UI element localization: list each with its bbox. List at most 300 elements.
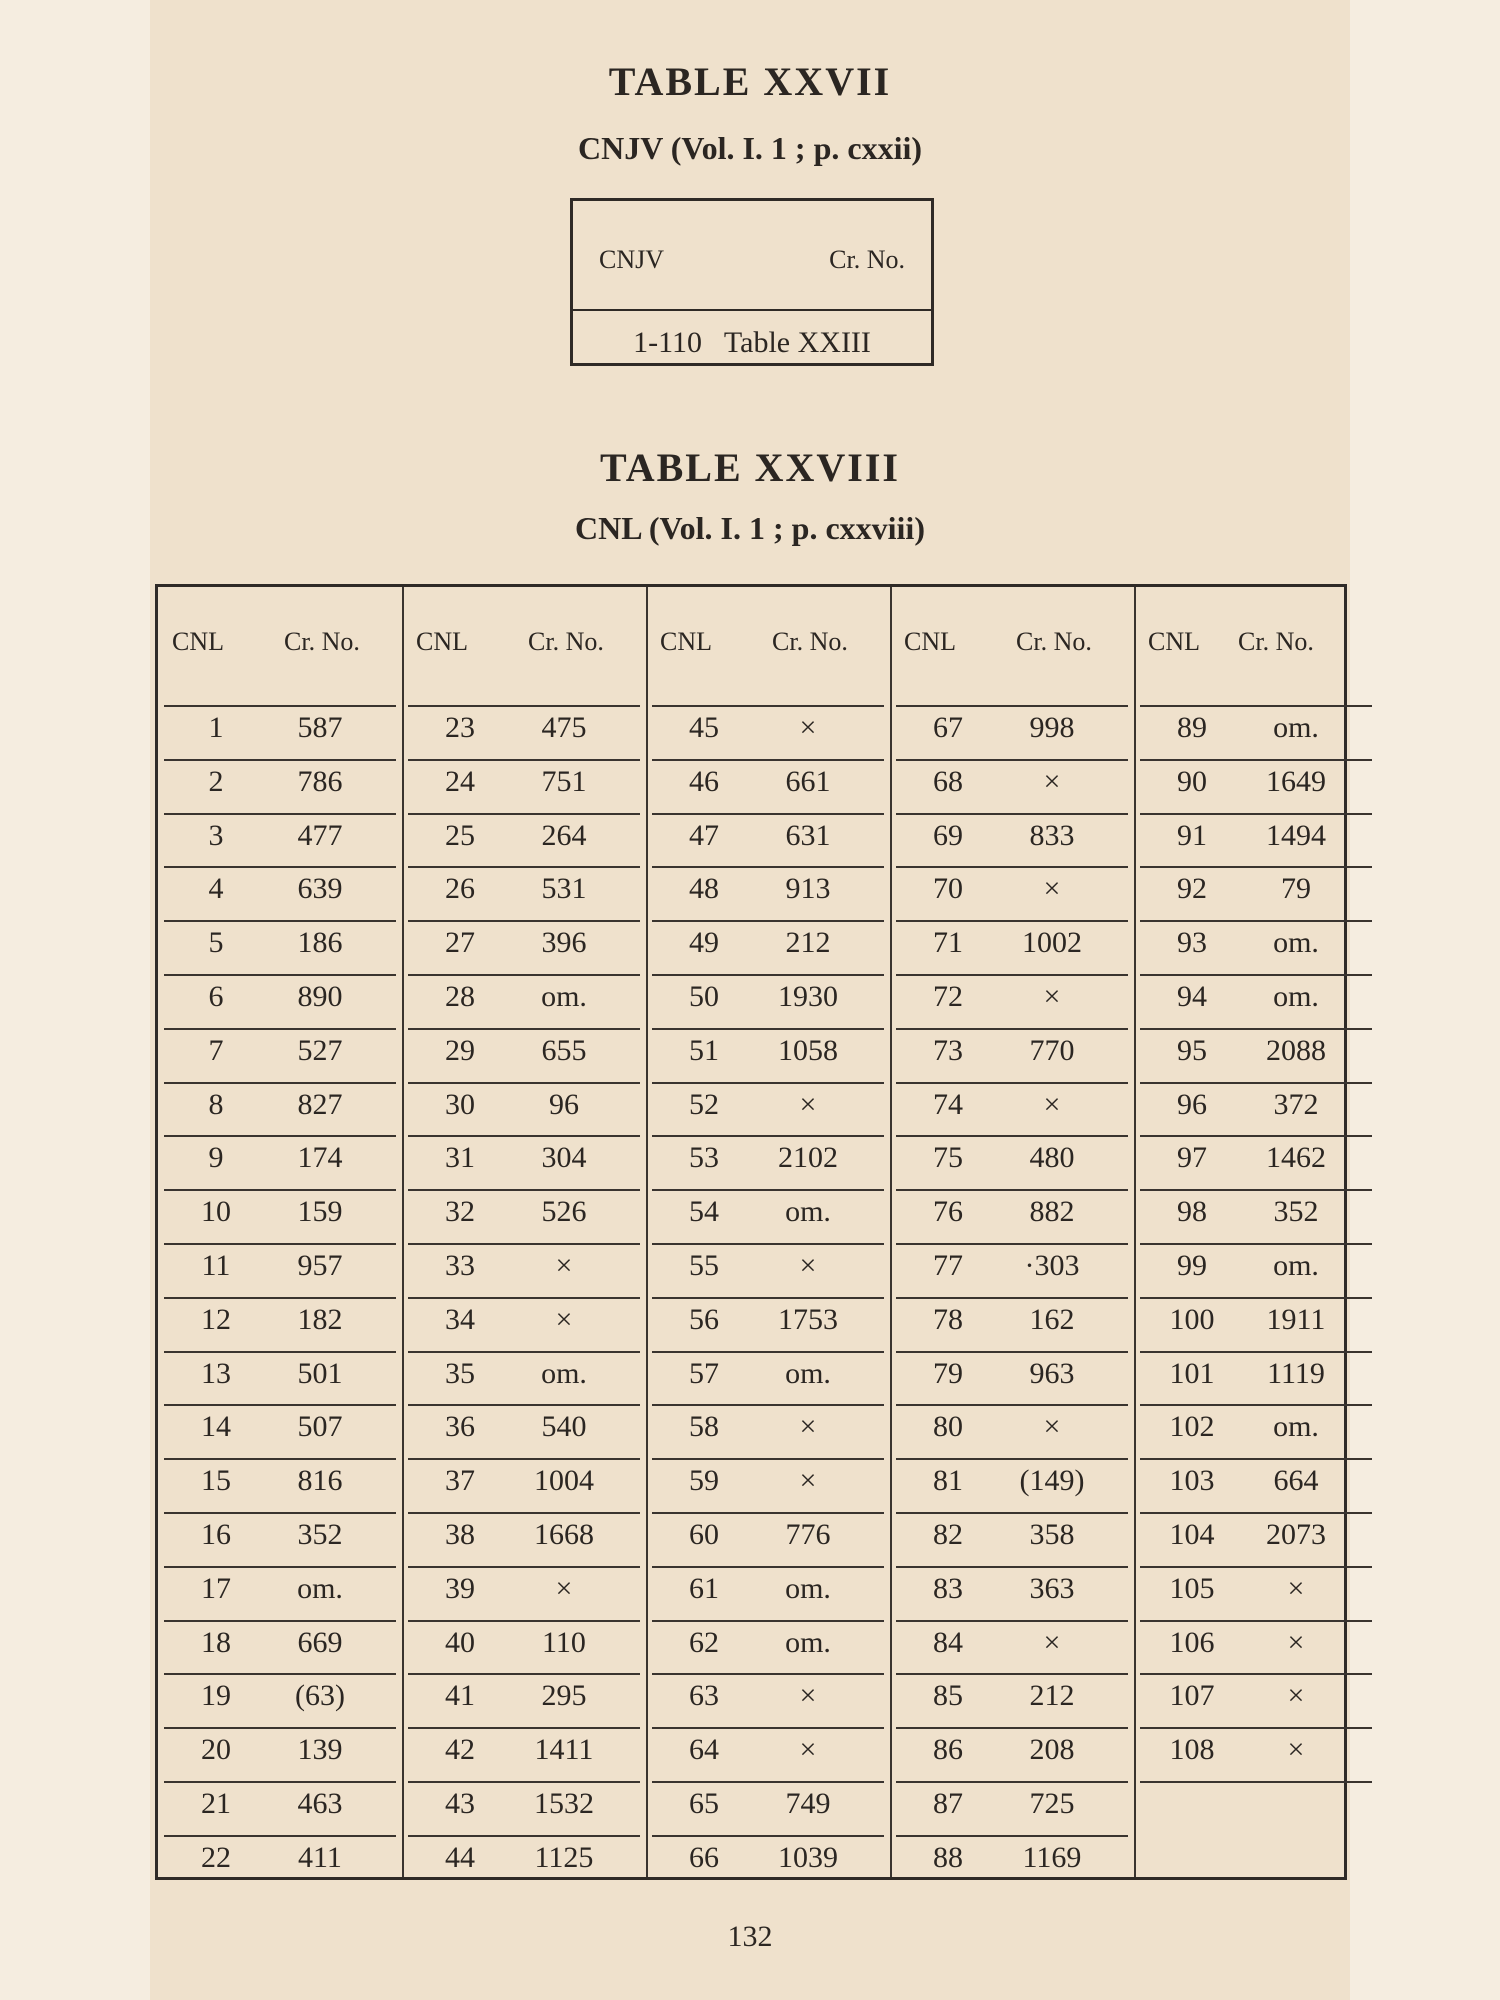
cell-cnl: 12 [201, 1302, 231, 1336]
cell-cnl: 108 [1169, 1733, 1215, 1767]
row-rule [1140, 1082, 1372, 1084]
row-rule [896, 1028, 1128, 1030]
row-rule [164, 974, 396, 976]
row-rule [896, 920, 1128, 922]
cell-cr-no: 655 [541, 1033, 587, 1067]
row-rule [408, 1189, 640, 1191]
cell-cnl: 76 [933, 1195, 963, 1229]
cell-cnl: 1 [208, 711, 224, 744]
row-rule [652, 1512, 884, 1514]
cell-cnl: 28 [445, 980, 475, 1013]
cell-cnl: 87 [933, 1787, 963, 1820]
cell-cnl: 43 [445, 1787, 475, 1820]
row-rule [896, 974, 1128, 976]
cell-cnl: 86 [933, 1733, 963, 1767]
cell-cr-no: × [1043, 1410, 1061, 1444]
row-rule [164, 1297, 396, 1299]
cell-cr-no: 480 [1029, 1141, 1075, 1175]
column-header-cnl: CNL [660, 627, 712, 656]
cell-cr-no: × [1287, 1679, 1305, 1713]
cell-cr-no: × [555, 1571, 573, 1605]
cell-cr-no: × [1043, 1087, 1061, 1121]
row-rule [1140, 759, 1372, 761]
row-rule [164, 1781, 396, 1783]
cell-cnl: 29 [445, 1033, 475, 1067]
row-rule [408, 1566, 640, 1568]
cell-cr-no: ·303 [1024, 1249, 1080, 1282]
row-rule [1140, 1673, 1372, 1675]
row-rule [652, 1727, 884, 1729]
cell-cr-no: 110 [542, 1625, 586, 1659]
cell-cr-no: × [555, 1249, 573, 1282]
row-rule [896, 1351, 1128, 1353]
cell-cr-no: 352 [1273, 1195, 1319, 1229]
cell-cr-no: 358 [1029, 1518, 1075, 1551]
row-rule [1140, 974, 1372, 976]
table-27-box [570, 198, 934, 366]
cell-cnl: 20 [201, 1733, 231, 1767]
cell-cr-no: 396 [541, 926, 587, 960]
cell-cnl: 61 [689, 1571, 719, 1605]
row-rule [1140, 1620, 1372, 1622]
cell-cnl: 40 [445, 1625, 475, 1659]
cell-cnl: 47 [689, 818, 719, 852]
cell-cnl: 34 [445, 1302, 475, 1336]
cell-cnl: 94 [1177, 980, 1207, 1013]
cell-cr-no: 2102 [778, 1141, 838, 1175]
cell-cr-no: 1411 [534, 1733, 594, 1767]
row-rule [408, 1673, 640, 1675]
cell-cnl: 15 [201, 1464, 231, 1498]
cell-cr-no: 587 [297, 711, 343, 744]
cell-cnl: 72 [933, 980, 963, 1013]
cell-cnl: 68 [933, 764, 963, 798]
cell-cr-no: × [1287, 1571, 1305, 1605]
cell-cnl: 91 [1177, 818, 1207, 852]
cell-cr-no: 182 [297, 1302, 343, 1336]
row-rule [652, 1458, 884, 1460]
cell-cnl: 22 [201, 1840, 231, 1874]
row-rule [896, 1404, 1128, 1406]
cell-cr-no: × [799, 1733, 817, 1767]
cell-cr-no: × [799, 1087, 817, 1121]
cell-cr-no: 526 [541, 1195, 587, 1229]
cell-cnl: 5 [208, 926, 224, 960]
cell-cr-no: 1494 [1266, 818, 1326, 852]
cell-cr-no: 882 [1029, 1195, 1075, 1229]
cell-cr-no: 1668 [534, 1518, 594, 1551]
cell-cr-no: om. [1273, 1249, 1319, 1282]
cell-cr-no: om. [1273, 926, 1319, 960]
row-rule [652, 974, 884, 976]
column-separator [1134, 587, 1136, 1877]
cell-cnl: 24 [445, 764, 475, 798]
cell-cr-no: 264 [541, 818, 587, 852]
cell-cnl: 70 [933, 872, 963, 906]
row-rule [164, 1458, 396, 1460]
cell-cnl: 8 [208, 1087, 224, 1121]
column-header-cr-no: Cr. No. [1016, 627, 1092, 656]
row-rule [1140, 1243, 1372, 1245]
cell-cr-no: (149) [1019, 1464, 1085, 1498]
row-rule [164, 1566, 396, 1568]
row-rule [164, 1835, 396, 1837]
cell-cnl: 7 [208, 1033, 224, 1067]
cell-cnl: 36 [445, 1410, 475, 1444]
cell-cr-no: om. [541, 980, 587, 1013]
row-rule [652, 1135, 884, 1137]
cell-cnl: 85 [933, 1679, 963, 1713]
cell-cr-no: 475 [541, 711, 587, 744]
cell-cr-no: × [1043, 764, 1061, 798]
cell-cnl: 57 [689, 1356, 719, 1390]
column-header-cnl: CNL [172, 627, 224, 656]
row-rule [408, 866, 640, 868]
cell-cr-no: om. [541, 1356, 587, 1390]
row-rule [652, 1243, 884, 1245]
cell-cnl: 104 [1169, 1518, 1215, 1551]
cell-cnl: 2 [208, 764, 224, 798]
cell-cr-no: 639 [297, 872, 343, 906]
cell-cnl: 75 [933, 1141, 963, 1175]
row-rule [652, 813, 884, 815]
cell-cr-no: × [1287, 1625, 1305, 1659]
row-rule [1140, 1297, 1372, 1299]
cell-cr-no: 669 [297, 1625, 343, 1659]
row-rule [652, 1781, 884, 1783]
row-rule [408, 1781, 640, 1783]
cell-cnl: 41 [445, 1679, 475, 1713]
cell-cr-no: 957 [297, 1249, 343, 1282]
cell-cr-no: 1462 [1266, 1141, 1326, 1175]
cell-cnl: 33 [445, 1249, 475, 1282]
cell-cr-no: 212 [785, 926, 831, 960]
cell-cnl: 101 [1169, 1356, 1215, 1390]
row-rule [1140, 866, 1372, 868]
cell-cr-no: om. [1273, 711, 1319, 744]
cell-cr-no: 531 [541, 872, 587, 906]
row-rule [1140, 1458, 1372, 1460]
cell-cr-no: 527 [297, 1033, 343, 1067]
row-rule [896, 1458, 1128, 1460]
cell-cnl: 66 [689, 1840, 719, 1874]
cell-cnl: 56 [689, 1302, 719, 1336]
table-28-grid [155, 584, 1347, 1880]
cell-cnl: 102 [1169, 1410, 1215, 1444]
column-header-cnl: CNL [1148, 627, 1200, 656]
row-rule [1140, 813, 1372, 815]
cell-cnl: 98 [1177, 1195, 1207, 1229]
cell-cnl: 59 [689, 1464, 719, 1498]
cell-cnl: 14 [201, 1410, 231, 1444]
row-rule [164, 1082, 396, 1084]
cell-cnl: 25 [445, 818, 475, 852]
row-rule [652, 1297, 884, 1299]
cell-cr-no: × [799, 1464, 817, 1498]
cell-cnl: 13 [201, 1356, 231, 1390]
cell-cnl: 71 [933, 926, 963, 960]
cell-cnl: 9 [208, 1141, 224, 1175]
book-page [150, 0, 1350, 2000]
cell-cr-no: 96 [549, 1087, 579, 1121]
row-rule [408, 1351, 640, 1353]
cell-cr-no: om. [785, 1625, 831, 1659]
cell-cnl: 84 [933, 1625, 963, 1659]
row-rule [408, 1458, 640, 1460]
row-rule [164, 1243, 396, 1245]
cell-cr-no: 786 [297, 764, 343, 798]
cell-cr-no: 501 [297, 1356, 343, 1390]
cell-cr-no: × [799, 1679, 817, 1713]
cell-cr-no: 295 [541, 1679, 587, 1713]
cell-cnl: 105 [1169, 1571, 1215, 1605]
cell-cnl: 23 [445, 711, 475, 744]
cell-cnl: 62 [689, 1625, 719, 1659]
cell-cnl: 32 [445, 1195, 475, 1229]
row-rule [164, 1189, 396, 1191]
column-header-cr-no: Cr. No. [1238, 627, 1314, 656]
row-rule [1140, 1351, 1372, 1353]
row-rule [652, 866, 884, 868]
cell-cnl: 81 [933, 1464, 963, 1498]
table-28-title: TABLE XXVIII [600, 445, 900, 490]
cell-cr-no: om. [1273, 1410, 1319, 1444]
cell-cr-no: 770 [1029, 1033, 1075, 1067]
cell-cr-no: 751 [541, 764, 587, 798]
cell-cr-no: 1002 [1022, 926, 1082, 960]
cell-cnl: 39 [445, 1571, 475, 1605]
row-rule [1140, 1566, 1372, 1568]
cell-cnl: 30 [445, 1087, 475, 1121]
cell-cnl: 42 [445, 1733, 475, 1767]
row-rule [652, 1835, 884, 1837]
cell-cnl: 69 [933, 818, 963, 852]
cell-cr-no: 1532 [534, 1787, 594, 1820]
header-rule [164, 705, 396, 707]
row-rule [164, 920, 396, 922]
cell-cr-no: 212 [1029, 1679, 1075, 1713]
cell-cr-no: 2088 [1266, 1033, 1326, 1067]
cell-cnl: 58 [689, 1410, 719, 1444]
row-rule [896, 1781, 1128, 1783]
row-rule [408, 1512, 640, 1514]
header-rule [1140, 705, 1372, 707]
row-rule [652, 1351, 884, 1353]
column-header-cnl: CNL [904, 627, 956, 656]
cell-cnl: 18 [201, 1625, 231, 1659]
row-rule [408, 1727, 640, 1729]
row-rule [896, 1673, 1128, 1675]
cell-cnl: 77 [933, 1249, 963, 1282]
cell-cr-no: 661 [785, 764, 831, 798]
row-rule [1140, 920, 1372, 922]
row-rule [164, 1028, 396, 1030]
column-separator [646, 587, 648, 1877]
cell-cnl: 51 [689, 1033, 719, 1067]
cell-cr-no: 159 [297, 1195, 343, 1229]
cell-cr-no: 507 [297, 1410, 343, 1444]
cell-cnl: 107 [1169, 1679, 1215, 1713]
row-rule [896, 1566, 1128, 1568]
cell-cr-no: 540 [541, 1410, 587, 1444]
column-header-cr-no: Cr. No. [528, 627, 604, 656]
row-rule [164, 866, 396, 868]
row-rule [408, 1620, 640, 1622]
cell-cr-no: 2073 [1266, 1518, 1326, 1551]
cell-cnl: 21 [201, 1787, 231, 1820]
row-rule [408, 813, 640, 815]
cell-cr-no: om. [785, 1356, 831, 1390]
cell-cnl: 99 [1177, 1249, 1207, 1282]
row-rule [896, 1727, 1128, 1729]
cell-cr-no: 631 [785, 818, 831, 852]
cell-cnl: 96 [1177, 1087, 1207, 1121]
cell-cr-no: 352 [297, 1518, 343, 1551]
cell-cr-no: 1911 [1266, 1302, 1326, 1336]
row-rule [896, 1297, 1128, 1299]
row-rule [1140, 1512, 1372, 1514]
row-rule [164, 1404, 396, 1406]
cell-cnl: 92 [1177, 872, 1207, 906]
cell-cnl: 48 [689, 872, 719, 906]
cell-cr-no: 304 [541, 1141, 587, 1175]
cell-cr-no: 1753 [778, 1302, 838, 1336]
cell-cnl: 44 [445, 1840, 475, 1874]
cell-cr-no: om. [785, 1195, 831, 1229]
table-27-header-cnjv: CNJV [599, 245, 665, 274]
cell-cr-no: 963 [1029, 1356, 1075, 1390]
cell-cnl: 65 [689, 1787, 719, 1820]
cell-cr-no: 1119 [1267, 1356, 1325, 1390]
cell-cr-no: 890 [297, 980, 343, 1013]
cell-cnl: 35 [445, 1356, 475, 1390]
row-rule [408, 1028, 640, 1030]
cell-cr-no: 998 [1029, 711, 1075, 744]
cell-cnl: 67 [933, 711, 963, 744]
cell-cr-no: × [555, 1302, 573, 1336]
row-rule [652, 1028, 884, 1030]
row-rule [164, 1135, 396, 1137]
cell-cr-no: × [1287, 1733, 1305, 1767]
header-rule [408, 705, 640, 707]
cell-cnl: 88 [933, 1840, 963, 1874]
cell-cnl: 38 [445, 1518, 475, 1551]
cell-cr-no: 725 [1029, 1787, 1075, 1820]
cell-cr-no: 411 [298, 1840, 342, 1874]
row-rule [652, 1082, 884, 1084]
cell-cnl: 95 [1177, 1033, 1207, 1067]
cell-cr-no: (63) [295, 1679, 345, 1713]
header-rule [652, 705, 884, 707]
cell-cnl: 27 [445, 926, 475, 960]
row-rule [164, 1673, 396, 1675]
row-rule [652, 1189, 884, 1191]
cell-cr-no: om. [1273, 980, 1319, 1013]
cell-cr-no: 1169 [1022, 1840, 1082, 1874]
cell-cr-no: 776 [785, 1518, 831, 1551]
row-rule [164, 813, 396, 815]
table-28-subtitle: CNL (Vol. I. 1 ; p. cxxviii) [575, 510, 925, 546]
cell-cnl: 3 [208, 818, 224, 852]
row-rule [652, 759, 884, 761]
row-rule [164, 1727, 396, 1729]
cell-cr-no: × [1043, 1625, 1061, 1659]
cell-cr-no: 1649 [1266, 764, 1326, 798]
cell-cnl: 83 [933, 1571, 963, 1605]
cell-cr-no: 139 [297, 1733, 343, 1767]
cell-cnl: 10 [201, 1195, 231, 1229]
cell-cnl: 26 [445, 872, 475, 906]
cell-cr-no: 913 [785, 872, 831, 906]
cell-cr-no: 477 [297, 818, 343, 852]
row-rule [896, 1243, 1128, 1245]
row-rule [652, 1673, 884, 1675]
cell-cr-no: 186 [297, 926, 343, 960]
cell-cr-no: × [799, 711, 817, 744]
row-rule [164, 1620, 396, 1622]
header-rule [896, 705, 1128, 707]
row-rule [652, 1404, 884, 1406]
cell-cnl: 53 [689, 1141, 719, 1175]
cell-cnl: 73 [933, 1033, 963, 1067]
row-rule [1140, 1189, 1372, 1191]
table-27-title: TABLE XXVII [608, 59, 892, 104]
cell-cnl: 63 [689, 1679, 719, 1713]
cell-cnl: 46 [689, 764, 719, 798]
cell-cnl: 19 [201, 1679, 231, 1713]
cell-cnl: 31 [445, 1141, 475, 1175]
table-27-row: 1-110 Table XXIII [633, 326, 871, 359]
row-rule [164, 1351, 396, 1353]
row-rule [896, 866, 1128, 868]
column-separator [402, 587, 404, 1877]
cell-cr-no: 664 [1273, 1464, 1319, 1498]
cell-cr-no: 363 [1029, 1571, 1075, 1605]
cell-cnl: 93 [1177, 926, 1207, 960]
row-rule [896, 813, 1128, 815]
cell-cnl: 17 [201, 1571, 231, 1605]
page-number: 132 [727, 1920, 773, 1953]
cell-cnl: 50 [689, 980, 719, 1013]
cell-cr-no: 174 [297, 1141, 343, 1175]
cell-cr-no: × [799, 1249, 817, 1282]
cell-cnl: 6 [208, 980, 224, 1013]
cell-cnl: 16 [201, 1518, 231, 1551]
column-separator [890, 587, 892, 1877]
cell-cr-no: om. [297, 1571, 343, 1605]
cell-cnl: 89 [1177, 711, 1207, 744]
row-rule [1140, 1135, 1372, 1137]
row-rule [164, 759, 396, 761]
cell-cnl: 64 [689, 1733, 719, 1767]
row-rule [652, 1566, 884, 1568]
cell-cr-no: 749 [785, 1787, 831, 1820]
cell-cnl: 100 [1169, 1302, 1215, 1336]
row-rule [1140, 1781, 1372, 1783]
cell-cr-no: × [1043, 980, 1061, 1013]
cell-cr-no: 463 [297, 1787, 343, 1820]
cell-cr-no: 833 [1029, 818, 1075, 852]
row-rule [408, 920, 640, 922]
cell-cnl: 49 [689, 926, 719, 960]
row-rule [652, 920, 884, 922]
row-rule [408, 974, 640, 976]
cell-cr-no: 1058 [778, 1033, 838, 1067]
cell-cnl: 103 [1169, 1464, 1215, 1498]
row-rule [164, 1512, 396, 1514]
row-rule [408, 759, 640, 761]
cell-cnl: 55 [689, 1249, 719, 1282]
